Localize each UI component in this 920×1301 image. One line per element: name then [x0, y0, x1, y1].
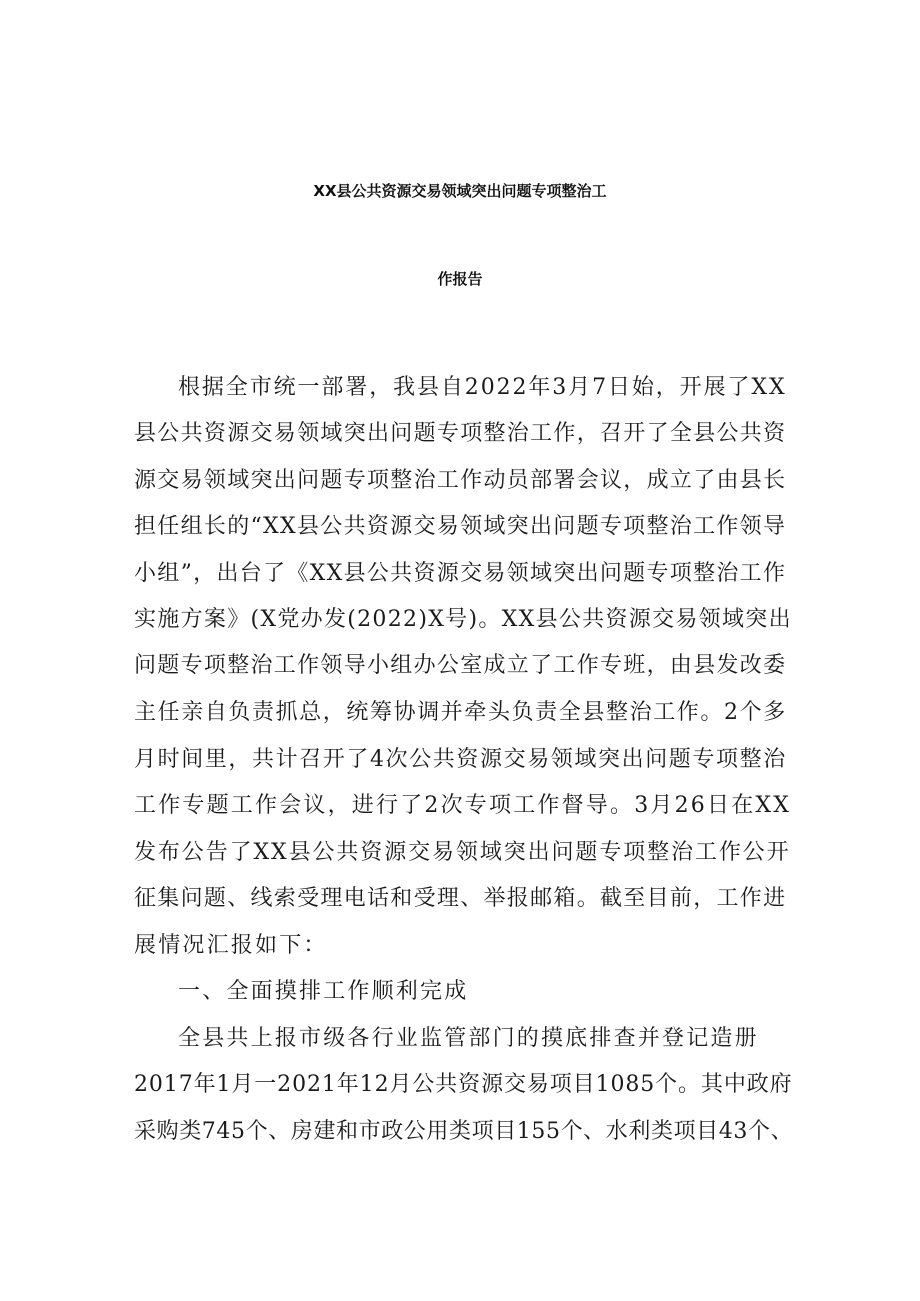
- paragraph-1-line: 月时间里，共计召开了4次公共资源交易领域突出问题专项整治: [134, 747, 787, 772]
- paragraph-1-line: 问题专项整治工作领导小组办公室成立了工作专班，由县发改委: [134, 653, 787, 678]
- paragraph-1-line: 源交易领域突出问题专项整治工作动员部署会议，成立了由县长: [134, 468, 787, 493]
- paragraph-1-line: 征集问题、线索受理电话和受理、举报邮箱。截至目前，工作进: [134, 886, 787, 911]
- paragraph-1-line: 发布公告了XX县公共资源交易领域突出问题专项整治工作公开: [134, 840, 791, 865]
- paragraph-1-line: 担任组长的“XX县公共资源交易领域突出问题专项整治工作领导: [134, 514, 787, 539]
- paragraph-1-line: 县公共资源交易领域突出问题专项整治工作，召开了全县公共资: [134, 421, 787, 446]
- paragraph-2-line: 全县共上报市级各行业监管部门的摸底排查并登记造册: [178, 1026, 759, 1051]
- paragraph-1-line: 工作专题工作会议，进行了2次专项工作督导。3月26日在XX: [134, 793, 792, 818]
- paragraph-2-line: 2017年1月一2021年12月公共资源交易项目1085个。其中政府: [134, 1072, 793, 1097]
- paragraph-1-line: 主任亲自负责抓总，统筹协调并牵头负责全县整治工作。2个多: [134, 700, 787, 725]
- paragraph-1-line: 小组”，出台了《XX县公共资源交易领域突出问题专项整治工作: [134, 561, 787, 586]
- document-title-line-2: 作报告: [437, 270, 483, 288]
- paragraph-2-line: 采购类745个、房建和市政公用类项目155个、水利类项目43个、: [134, 1119, 794, 1144]
- section-1-heading: 一、全面摸排工作顺利完成: [178, 979, 469, 1004]
- paragraph-1-line: 根据全市统一部署，我县自2022年3月7日始，开展了XX: [178, 375, 787, 400]
- paragraph-1-line: 展情况汇报如下：: [134, 933, 328, 958]
- paragraph-1-line: 实施方案》(X党办发(2022)X号)。XX县公共资源交易领域突出: [134, 607, 792, 632]
- document-title-line-1: XX县公共资源交易领域突出问题专项整治工: [313, 182, 607, 200]
